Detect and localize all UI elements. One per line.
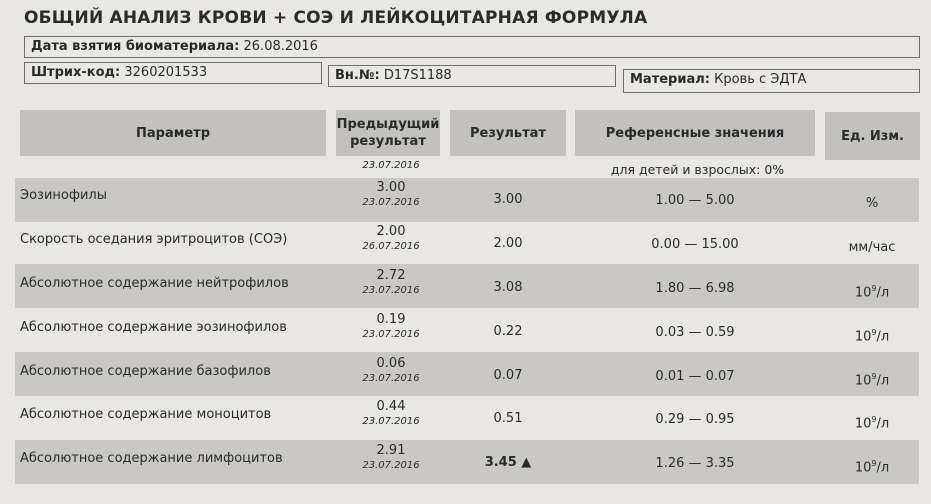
header-result: Результат	[450, 110, 566, 156]
parameter-name: Эозинофилы	[20, 188, 107, 203]
previous-value: 2.72	[376, 268, 406, 283]
current-result: 3.45 ▲	[484, 455, 532, 470]
previous-value: 0.19	[376, 312, 406, 327]
previous-result	[336, 399, 446, 427]
parameter-name: Абсолютное содержание нейтрофилов	[20, 276, 289, 291]
header-unit: Ед. Изм.	[825, 112, 920, 160]
unit: $10^9/л$	[854, 284, 890, 301]
current-result: 3.08	[493, 280, 523, 295]
header-prev-date: 23.07.2016	[362, 160, 420, 171]
report-title: ОБЩИЙ АНАЛИЗ КРОВИ + СОЭ И ЛЕЙКОЦИТАРНАЯ ФОРМУЛА	[24, 8, 648, 28]
sample-date-value: 26.08.2016	[243, 39, 318, 54]
current-result: 0.51	[493, 411, 523, 426]
previous-result	[336, 224, 446, 252]
current-result: 0.07	[493, 368, 523, 383]
previous-date: 23.07.2016	[362, 329, 420, 340]
previous-result	[336, 268, 446, 296]
sample-date-box	[24, 36, 920, 58]
current-result: 3.00	[493, 192, 523, 207]
material-value: Кровь с ЭДТА	[714, 72, 807, 87]
previous-value: 3.00	[376, 180, 406, 195]
parameter-name: Абсолютное содержание базофилов	[20, 364, 271, 379]
barcode-value: 3260201533	[124, 65, 208, 80]
unit: $10^9/л$	[854, 328, 890, 345]
unit: $10^9/л$	[854, 459, 890, 476]
previous-result	[336, 312, 446, 340]
previous-value: 0.06	[376, 356, 406, 371]
previous-date: 23.07.2016	[362, 416, 420, 427]
reference-range: 0.03 — 0.59	[655, 325, 735, 340]
reference-range: 0.29 — 0.95	[655, 412, 735, 427]
unit: $10^9/л$	[854, 372, 890, 389]
material-label: Материал:	[630, 72, 710, 87]
parameter-name: Абсолютное содержание эозинофилов	[20, 320, 287, 335]
previous-value: 2.00	[376, 224, 406, 239]
previous-date: 23.07.2016	[362, 285, 420, 296]
current-result: 0.22	[493, 324, 523, 339]
reference-range: 1.80 — 6.98	[655, 281, 735, 296]
unit: мм/час	[848, 240, 896, 255]
reference-note: для детей и взрослых: 0%	[610, 162, 785, 177]
header-param: Параметр	[20, 110, 326, 156]
barcode-box	[24, 62, 322, 84]
previous-value: 0.44	[376, 399, 406, 414]
header-ref: Референсные значения	[575, 110, 815, 156]
reference-range: 1.00 — 5.00	[655, 193, 735, 208]
previous-date: 26.07.2016	[362, 241, 420, 252]
reference-range: 0.00 — 15.00	[651, 237, 739, 252]
material-box	[623, 69, 920, 93]
current-result: 2.00	[493, 236, 523, 251]
reference-range: 1.26 — 3.35	[655, 456, 735, 471]
previous-result	[336, 180, 446, 208]
sample-date-label: Дата взятия биоматериала:	[31, 39, 240, 54]
reference-range: 0.01 — 0.07	[655, 369, 735, 384]
parameter-name: Скорость оседания эритроцитов (СОЭ)	[20, 232, 288, 247]
previous-date: 23.07.2016	[362, 373, 420, 384]
internal-number-value: D17S1188	[383, 68, 452, 83]
parameter-name: Абсолютное содержание моноцитов	[20, 407, 272, 422]
internal-number-box	[328, 65, 616, 87]
previous-value: 2.91	[376, 443, 406, 458]
barcode-label: Штрих-код:	[31, 65, 121, 80]
unit: $10^9/л$	[854, 415, 890, 432]
previous-result	[336, 356, 446, 384]
header-prev: Предыдущий результат	[336, 110, 440, 156]
parameter-name: Абсолютное содержание лимфоцитов	[20, 451, 283, 466]
internal-number-label: Вн.№:	[335, 68, 380, 83]
previous-date: 23.07.2016	[362, 197, 420, 208]
previous-result	[336, 443, 446, 471]
previous-date: 23.07.2016	[362, 460, 420, 471]
unit: %	[865, 196, 879, 211]
